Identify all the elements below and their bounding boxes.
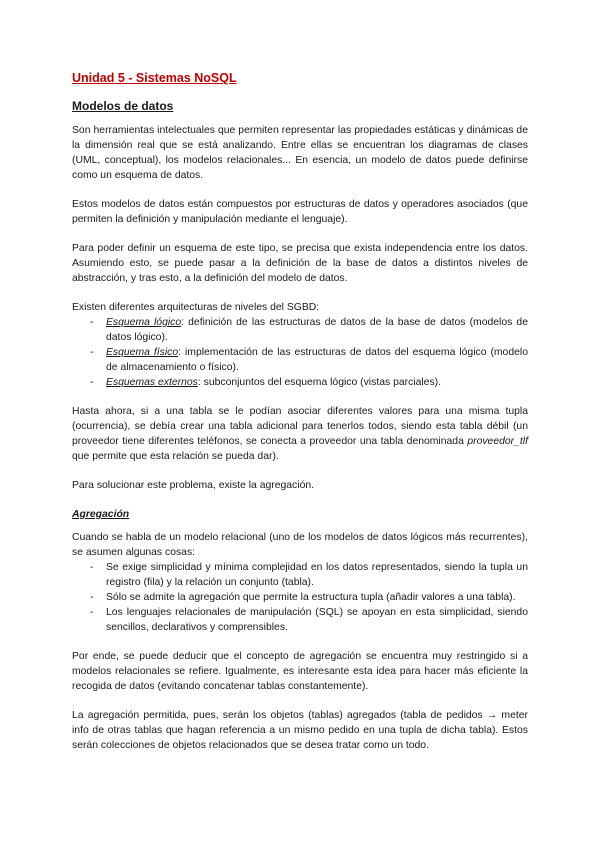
paragraph-composition: Estos modelos de datos están compuestos por estructuras de datos y operadores asociados (que permiten la definición y manipulación mediante el lenguaje). (72, 199, 528, 225)
section-title: Modelos de datos (72, 99, 174, 113)
list-item (72, 590, 528, 605)
list-item-text: Los lenguajes relacionales de manipulación (SQL) se apoyan en esta simplicidad, siendo sencillos, declarativos y comprensibles. (106, 607, 528, 633)
list-item-text: : definición de las estructuras de datos de la base de datos (modelos de datos lógico). (106, 317, 528, 343)
paragraph-conclusion: Por ende, se puede deducir que el concepto de agregación se encuentra muy restringido si a modelos relacionales se refiere. Igualmente, es interesante esta idea para hacer más eficiente la recogida de datos (evitando concatenar tablas constantemente). (72, 651, 528, 692)
term-physical-schema: Esquema físico (106, 347, 179, 358)
architecture-list (72, 315, 528, 390)
paragraph-allowed-aggregation: La agregación permitida, pues, serán los objetos (tablas) agregados (tabla de pedidos → meter info de otras tablas que hagan referencia a un mismo pedido en una tupla de dicha tabla). Estos serán colecciones de objetos relacionados que se desea tratar como un todo. (72, 710, 528, 751)
paragraph-architectures: Existen diferentes arquitecturas de niveles del SGBD: (72, 302, 320, 313)
dash-bullet: - (90, 377, 94, 388)
dash-bullet: - (90, 592, 94, 603)
document-body (72, 70, 528, 767)
list-item-text: Se exige simplicidad y mínima complejidad en los datos representados, siendo la tupla un registro (fila) y la relación un conjunto (tabla). (106, 562, 528, 588)
list-item-text: Sólo se admite la agregación que permite la estructura tupla (añadir valores a una tabla). (106, 592, 516, 603)
aggregation-title: Agregación (72, 509, 130, 520)
list-item-text: : implementación de las estructuras de datos del esquema lógico (modelo de almacenamiento o físico). (106, 347, 528, 373)
tuple-italic-term: proveedor_tlf (467, 436, 528, 447)
list-item-text: : subconjuntos del esquema lógico (vistas parciales). (197, 377, 441, 388)
list-item (72, 345, 528, 375)
dash-bullet: - (90, 347, 94, 358)
term-logical-schema: Esquema lógico (106, 317, 182, 328)
list-item (72, 315, 528, 345)
paragraph-aggregation-intro: Cuando se habla de un modelo relacional (uno de los modelos de datos lógicos más recurrentes), se asumen algunas cosas: (72, 532, 528, 558)
list-item (72, 605, 528, 635)
term-external-schemas: Esquemas externos (106, 377, 198, 388)
tuple-text: Hasta ahora, si a una tabla se le podían asociar diferentes valores para una misma tupla (ocurrencia), se debía crear una tabla adicional para tenerlos todos, siendo esta tabla débil (un proveedor tiene diferentes teléfonos, se conecta a proveedor una tabla denominada (72, 406, 528, 447)
list-item (72, 375, 528, 390)
dash-bullet: - (90, 317, 94, 328)
paragraph-tuples (72, 404, 528, 464)
list-item (72, 560, 528, 590)
aggregation-list (72, 560, 528, 635)
paragraph-solution: Para solucionar este problema, existe la agregación. (72, 480, 315, 491)
paragraph-independence: Para poder definir un esquema de este tipo, se precisa que exista independencia entre los datos. Asumiendo esto, se puede pasar a la definición de la base de datos a distintos niveles de abstracción, y tras esto, a la definición del modelo de datos. (72, 243, 528, 284)
tuple-text-after: que permite que esta relación se pueda dar). (72, 451, 279, 462)
dash-bullet: - (90, 562, 94, 573)
dash-bullet: - (90, 607, 94, 618)
unit-title: Unidad 5 - Sistemas NoSQL (72, 71, 237, 85)
paragraph-definition: Son herramientas intelectuales que permiten representar las propiedades estáticas y dinámicas de la dimensión real que se está analizando. Entre ellas se encuentran los diagramas de clases (UML, conceptual), los modelos relacionales... En esencia, un modelo de datos puede definirse como un esquema de datos. (72, 125, 528, 181)
